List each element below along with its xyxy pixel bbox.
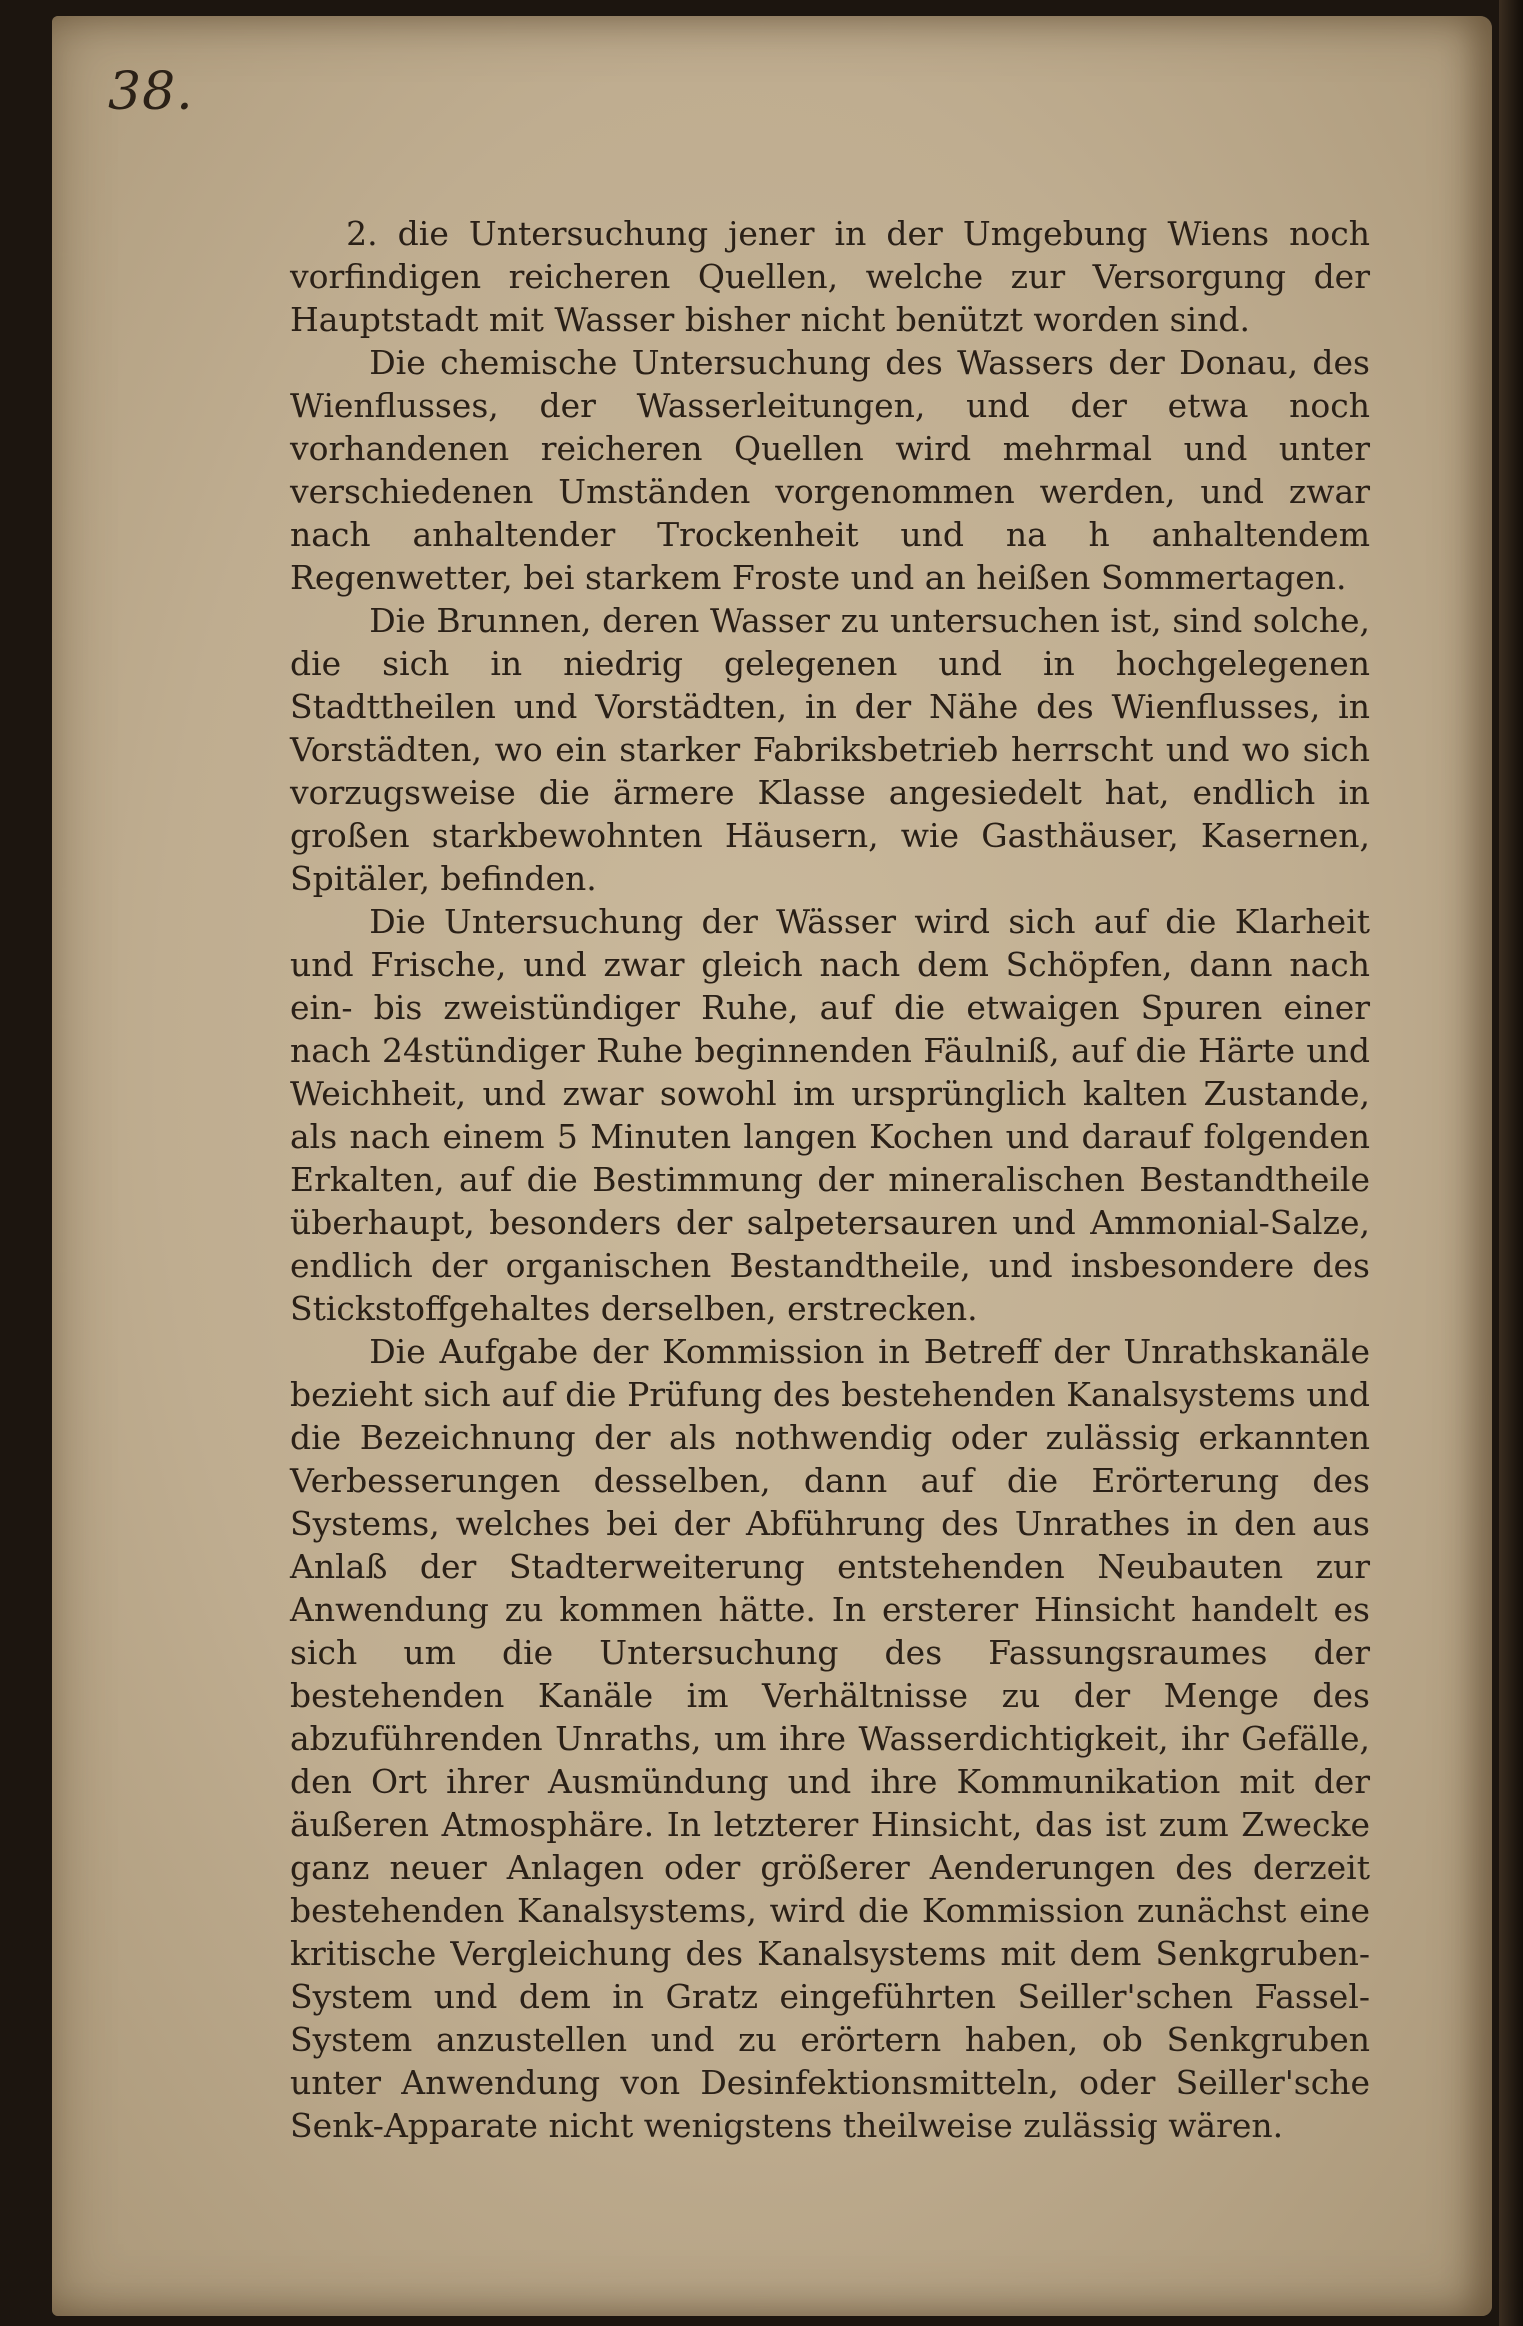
paragraph-2: Die chemische Untersuchung des Wassers der Donau, des Wienflusses, der Wasserleitungen, und der etwa noch vorhandenen reicheren Quellen wird mehrmal und unter verschiedenen Umständen vorgenommen werden, und zwar nach anhaltender Trockenheit und na h anhaltendem Regenwetter, bei starkem Froste und an heißen Sommertagen. — [290, 343, 1370, 597]
paragraph-1: 2. die Untersuchung jener in der Umgebung Wiens noch vorfindigen reicheren Quellen, welche zur Versorgung der Hauptstadt mit Wasser bisher nicht benützt worden sind. — [290, 214, 1370, 339]
paragraph-5: Die Aufgabe der Kommission in Betreff der Unrathskanäle bezieht sich auf die Prüfung des bestehenden Kanalsystems und die Bezeichnung der als nothwendig oder zulässig erkannten Verbesserungen desselben, dann auf die Erörterung des Systems, welches bei der Abführung des Unrathes in den aus Anlaß der Stadterweiterung entstehenden Neubauten zur Anwendung zu kommen hätte. In ersterer Hinsicht handelt es sich um die Untersuchung des Fassungsraumes der bestehenden Kanäle im Verhältnisse zu der Menge des abzuführenden Unraths, um ihre Wasserdichtigkeit, ihr Gefälle, den Ort ihrer Ausmündung und ihre Kommunikation mit der äußeren Atmosphäre. In letzterer Hinsicht, das ist zum Zwecke ganz neuer Anlagen oder größerer Aenderungen des derzeit bestehenden Kanalsystems, wird die Kommission zunächst eine kritische Vergleichung des Kanalsystems mit dem Senkgruben-System und dem in Gratz eingeführten Seiller'schen Fassel-System anzustellen und zu erörtern haben, ob Senkgruben unter Anwendung von Desinfektionsmitteln, oder Seiller'sche Senk-Apparate nicht wenigstens theilweise zulässig wären. — [290, 1332, 1370, 2145]
paragraph-3: Die Brunnen, deren Wasser zu untersuchen ist, sind solche, die sich in niedrig gelegenen und in hochgelegenen Stadttheilen und Vorstädten, in der Nähe des Wienflusses, in Vorstädten, wo ein starker Fabriksbetrieb herrscht und wo sich vorzugsweise die ärmere Klasse angesiedelt hat, endlich in großen starkbewohnten Häusern, wie Gasthäuser, Kasernen, Spitäler, befinden. — [290, 601, 1370, 898]
paragraph-4: Die Untersuchung der Wässer wird sich auf die Klarheit und Frische, und zwar gleich nach dem Schöpfen, dann nach ein- bis zweistündiger Ruhe, auf die etwaigen Spuren einer nach 24stündiger Ruhe beginnenden Fäulniß, auf die Härte und Weichheit, und zwar sowohl im ursprünglich kalten Zustande, als nach einem 5 Minuten langen Kochen und darauf folgenden Erkalten, auf die Bestimmung der mineralischen Bestandtheile überhaupt, besonders der salpetersauren und Ammonial-Salze, endlich der organischen Bestandtheile, und insbesondere des Stickstoffgehaltes derselben, erstrecken. — [290, 902, 1370, 1328]
page-edge-shadow — [1499, 0, 1523, 2326]
body-text — [290, 212, 1370, 2147]
page-number: 38. — [108, 62, 194, 122]
